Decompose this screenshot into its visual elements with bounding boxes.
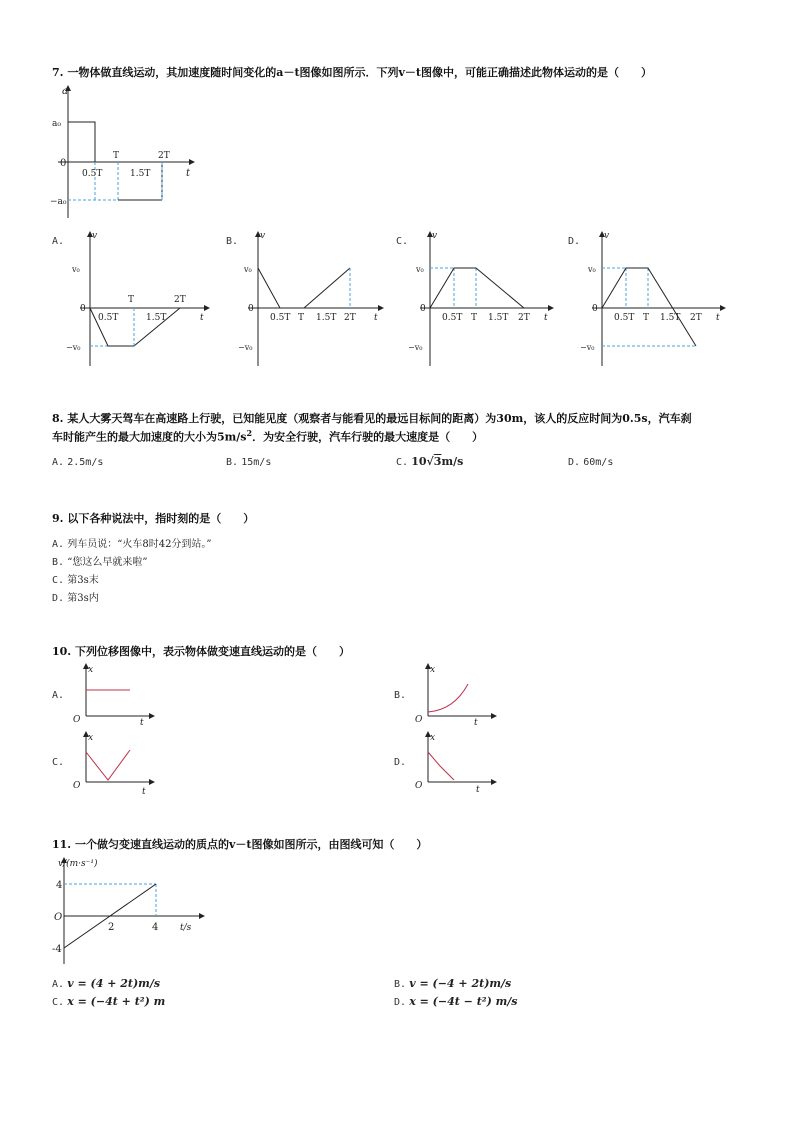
q11-option-b[interactable]: B. v = (−4 + 2t)m/s — [394, 977, 512, 990]
svg-text:v: v — [92, 231, 98, 241]
q7-neg-a0: −a₀ — [50, 197, 67, 207]
svg-text:x: x — [88, 733, 94, 743]
svg-text:v₀: v₀ — [72, 265, 80, 274]
q7-option-d-letter[interactable]: D. — [568, 236, 581, 247]
svg-text:x: x — [430, 665, 436, 675]
svg-text:−v₀: −v₀ — [66, 343, 81, 352]
q9-option-b[interactable]: B. “您这么早就来啦” — [52, 557, 148, 568]
q7-option-c-letter[interactable]: C. — [396, 236, 409, 247]
svg-text:2T: 2T — [174, 295, 186, 305]
q8-option-b[interactable]: B. 15m/s — [226, 457, 272, 468]
svg-text:t: t — [716, 313, 720, 323]
svg-text:1.5T: 1.5T — [316, 313, 337, 323]
q7-option-c-graph[interactable] — [406, 228, 556, 368]
svg-text:O: O — [73, 715, 81, 725]
svg-text:1.5T: 1.5T — [488, 313, 509, 323]
svg-text:x: x — [430, 733, 436, 743]
svg-text:0: 0 — [420, 304, 426, 314]
q11-option-a[interactable]: A. v = (4 + 2t)m/s — [52, 977, 161, 990]
q7-origin: 0 — [60, 158, 67, 169]
svg-text:2T: 2T — [518, 313, 530, 323]
svg-text:0: 0 — [80, 304, 86, 314]
svg-text:T: T — [471, 313, 478, 323]
q10-option-b-letter[interactable]: B. — [394, 690, 407, 701]
q10-stem: 10. 下列位移图像中，表示物体做变速直线运动的是（ ） — [52, 645, 350, 658]
q7-a0: a₀ — [52, 119, 61, 129]
svg-text:O: O — [73, 781, 81, 791]
svg-text:−v₀: −v₀ — [408, 343, 423, 352]
svg-text:t: t — [476, 785, 480, 795]
svg-text:2T: 2T — [344, 313, 356, 323]
svg-text:O: O — [415, 781, 423, 791]
svg-text:−v₀: −v₀ — [238, 343, 253, 352]
svg-text:v: v — [260, 231, 266, 241]
svg-text:0: 0 — [592, 304, 598, 314]
q11-x-4: 4 — [152, 922, 159, 933]
q7-option-a-letter[interactable]: A. — [52, 236, 65, 247]
q11-stem: 11. 一个做匀变速直线运动的质点的v－t图像如图所示，由图线可知（ ） — [52, 838, 428, 851]
q7-option-b-graph[interactable] — [236, 228, 386, 368]
q7-option-b-letter[interactable]: B. — [226, 236, 239, 247]
q7-stem: 7. 一物体做直线运动，其加速度随时间变化的a－t图像如图所示．下列v－t图像中，可能正确描述此物体运动的是（ ） — [52, 66, 652, 79]
q11-vt-graph — [52, 854, 212, 966]
svg-text:v: v — [604, 231, 610, 241]
q7-tick-T: T — [113, 151, 120, 161]
q11-x-2: 2 — [108, 922, 115, 933]
svg-text:O: O — [415, 715, 423, 725]
svg-text:x: x — [88, 665, 94, 675]
q11-y-4: 4 — [56, 880, 63, 891]
q10-option-c-graph[interactable] — [68, 730, 158, 796]
q8-stem-line1: 8. 某人大雾天驾车在高速路上行驶，已知能见度（观察者与能看见的最远目标间的距离）为30m，该人的反应时间为0.5s，汽车刹 — [52, 412, 692, 425]
svg-text:T: T — [298, 313, 305, 323]
q7-tick-2T: 2T — [158, 151, 170, 161]
svg-text:0.5T: 0.5T — [442, 313, 463, 323]
q8-option-c[interactable]: C. 10√3m/s — [396, 455, 464, 468]
q10-option-d-letter[interactable]: D. — [394, 757, 407, 768]
q7-at-graph — [52, 84, 202, 224]
svg-text:v₀: v₀ — [244, 265, 252, 274]
q11-option-c[interactable]: C. x = (−4t + t²) m — [52, 995, 166, 1008]
svg-text:0.5T: 0.5T — [614, 313, 635, 323]
q8-option-a[interactable]: A. 2.5m/s — [52, 457, 104, 468]
svg-text:0.5T: 0.5T — [270, 313, 291, 323]
q9-option-c[interactable]: C. 第3s末 — [52, 575, 99, 586]
q7-option-a-graph[interactable] — [62, 228, 212, 368]
q7-tick-05T: 0.5T — [82, 169, 103, 179]
svg-text:v₀: v₀ — [588, 265, 596, 274]
q7-tick-15T: 1.5T — [130, 169, 151, 179]
q11-origin: O — [54, 912, 63, 923]
q9-stem: 9. 以下各种说法中，指时刻的是（ ） — [52, 512, 255, 525]
q10-option-c-letter[interactable]: C. — [52, 757, 65, 768]
svg-text:T: T — [128, 295, 135, 305]
svg-text:t: t — [142, 787, 146, 797]
q11-y-label: v/(m·s⁻¹) — [58, 859, 98, 869]
q9-option-a[interactable]: A. 列车员说：“火车8时42分到站。” — [52, 539, 212, 550]
q8-option-d[interactable]: D. 60m/s — [568, 457, 614, 468]
q11-x-label: t/s — [180, 923, 192, 933]
q9-option-d[interactable]: D. 第3s内 — [52, 593, 99, 604]
q10-option-a-graph[interactable] — [68, 662, 158, 726]
svg-text:t: t — [374, 313, 378, 323]
svg-text:T: T — [643, 313, 650, 323]
svg-text:0: 0 — [248, 304, 254, 314]
q11-option-d[interactable]: D. x = (−4t − t²) m/s — [394, 995, 518, 1008]
svg-text:v: v — [432, 231, 438, 241]
q7-axis-t: t — [186, 168, 191, 179]
q7-option-d-graph[interactable] — [578, 228, 728, 368]
svg-text:1.5T: 1.5T — [146, 313, 167, 323]
svg-text:t: t — [140, 718, 144, 728]
svg-text:1.5T: 1.5T — [660, 313, 681, 323]
svg-text:−v₀: −v₀ — [580, 343, 595, 352]
svg-text:0.5T: 0.5T — [98, 313, 119, 323]
q11-y-neg4: -4 — [52, 944, 62, 955]
q8-stem-line2: 车时能产生的最大加速度的大小为$5m/s^2$．为安全行驶，汽车行驶的最大速度是（ ） — [52, 428, 484, 444]
svg-text:t: t — [474, 718, 478, 728]
svg-text:t: t — [544, 313, 548, 323]
q10-option-b-graph[interactable] — [410, 662, 500, 726]
q10-option-a-letter[interactable]: A. — [52, 690, 65, 701]
q7-axis-a: a — [62, 86, 68, 97]
svg-text:t: t — [200, 313, 204, 323]
q10-option-d-graph[interactable] — [410, 730, 500, 796]
svg-text:2T: 2T — [690, 313, 702, 323]
svg-text:v₀: v₀ — [416, 265, 424, 274]
